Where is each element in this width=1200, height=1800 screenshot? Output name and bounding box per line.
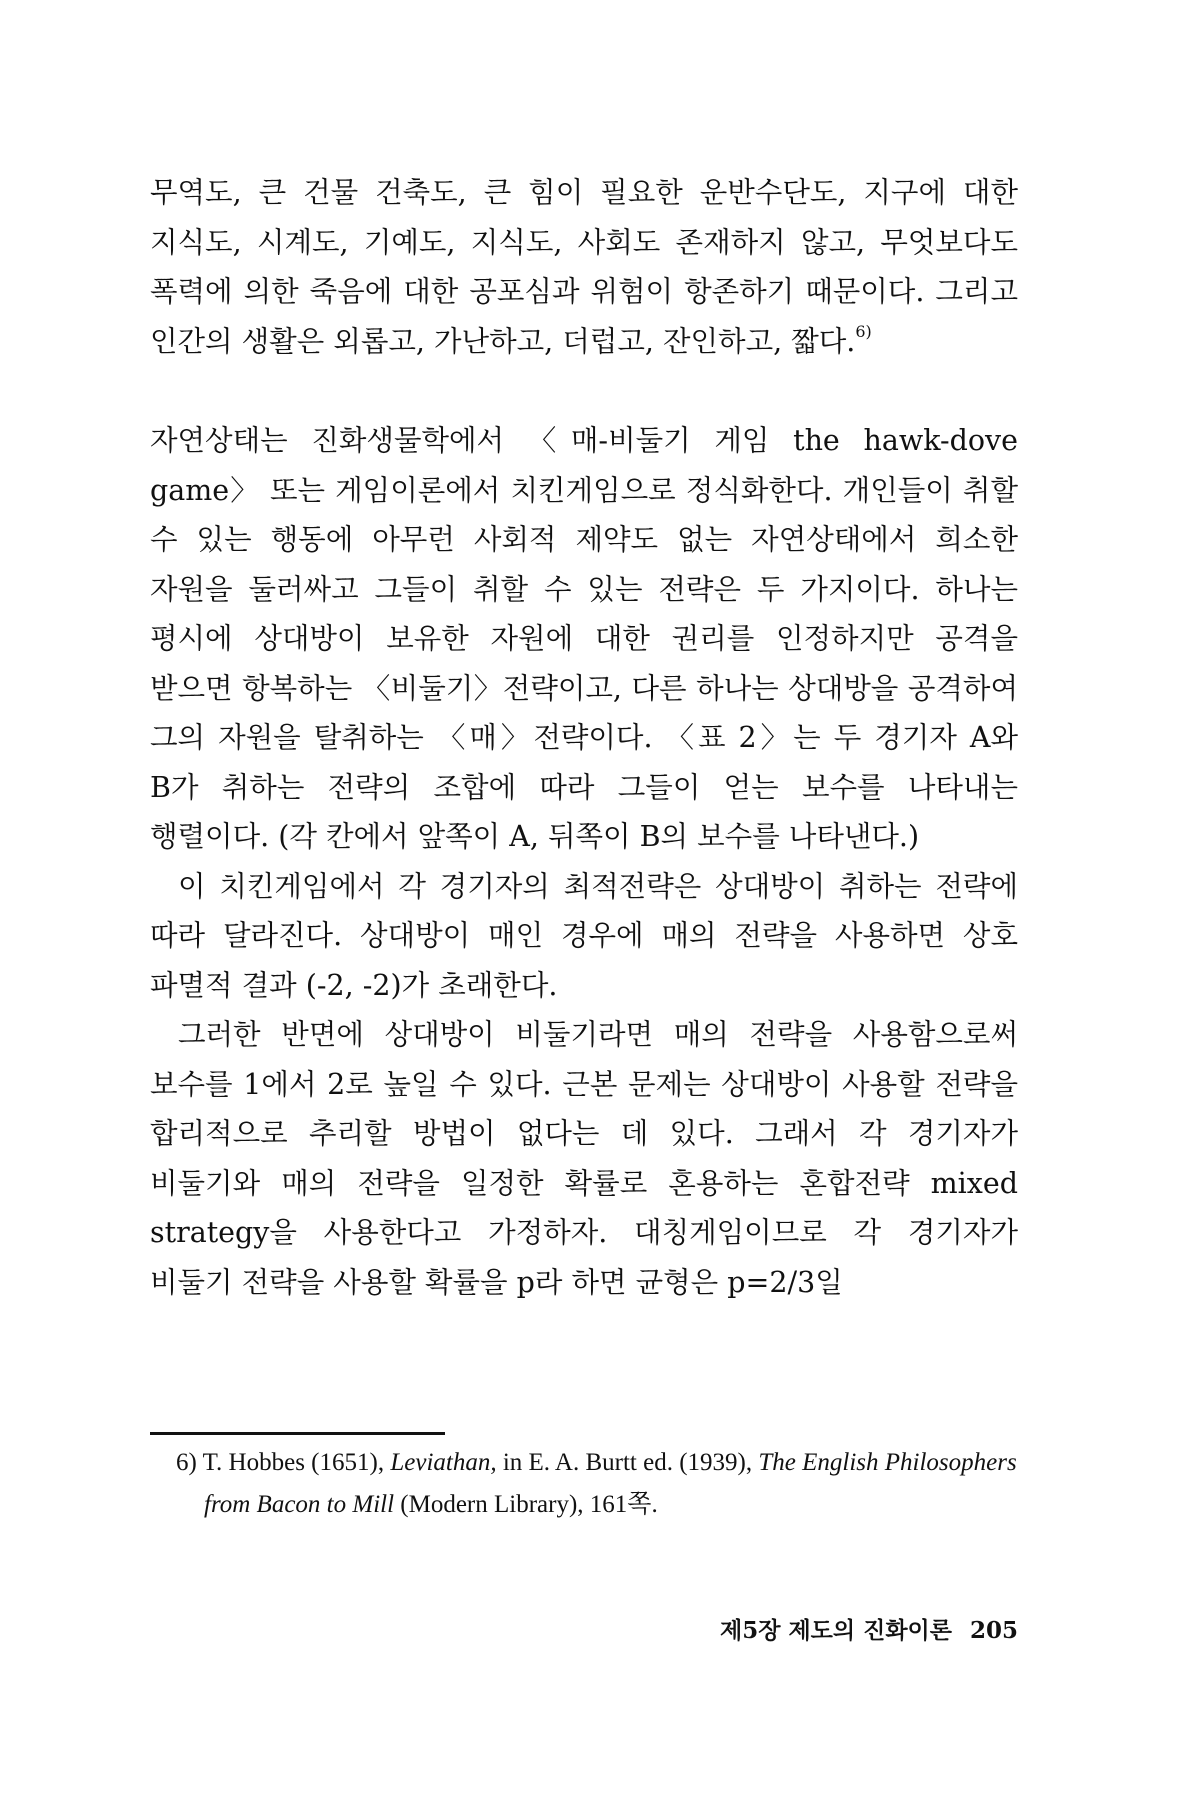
footnote-title-1: Leviathan, (390, 1449, 497, 1476)
paragraph-3: 그러한 반면에 상대방이 비둘기라면 매의 전략을 사용함으로써 보수를 1에서 2로 높일 수 있다. 근본 문제는 상대방이 사용할 전략을 합리적으로 추리할 방법이 없다는 데 있다. 그래서 각 경기자가 비둘기와 매의 전략을 일정한 확률로 혼용하는 혼합전략 mixed strategy을 사용한다고 가정하자. 대칭게임이므로 각 경기자가 비둘기 전략을 사용할 확률을 p라 하면 균형은 p=2/3일 (150, 1018, 1018, 1299)
chapter-title: 제5장 제도의 진화이론 (720, 1617, 952, 1644)
footnote-text-3: (Modern Library), 161쪽. (394, 1491, 658, 1518)
footnote-number: 6) (176, 1449, 197, 1476)
footnote-title-2: The English Philosophers from Bacon to Mill (204, 1449, 1017, 1518)
footnote-text-1: T. Hobbes (1651), (202, 1449, 391, 1476)
page-number: 205 (969, 1617, 1018, 1644)
footnote (150, 1442, 1018, 1526)
footnote-reference[interactable]: 6) (855, 321, 872, 341)
paragraph-1: 자연상태는 진화생물학에서 〈매-비둘기 게임 the hawk-dove game〉 또는 게임이론에서 치킨게임으로 정식화한다. 개인들이 취할 수 있는 행동에 아무런 사회적 제약도 없는 자연상태에서 희소한 자원을 둘러싸고 그들이 취할 수 있는 전략은 두 가지이다. 하나는 평시에 상대방이 보유한 자원에 대한 권리를 인정하지만 공격을 받으면 항복하는 〈비둘기〉전략이고, 다른 하나는 상대방을 공격하여 그의 자원을 탈취하는 〈매〉전략이다. 〈표 2〉는 두 경기자 A와 B가 취하는 전략의 조합에 따라 그들이 얻는 보수를 나타내는 행렬이다. (각 칸에서 앞쪽이 A, 뒤쪽이 B의 보수를 나타낸다.) (150, 424, 1018, 853)
footnote-divider (150, 1432, 445, 1435)
quoted-passage (150, 168, 1018, 366)
quoted-passage-text: 무역도, 큰 건물 건축도, 큰 힘이 필요한 운반수단도, 지구에 대한 지식도, 시계도, 기예도, 지식도, 사회도 존재하지 않고, 무엇보다도 폭력에 의한 죽음에 대한 공포심과 위험이 항존하기 때문이다. 그리고 인간의 생활은 외롭고, 가난하고, 더럽고, 잔인하고, 짧다. (150, 176, 1018, 358)
footnote-text-2: in E. A. Burtt ed. (1939), (496, 1449, 759, 1476)
main-text (150, 168, 1018, 1307)
paragraph-2: 이 치킨게임에서 각 경기자의 최적전략은 상대방이 취하는 전략에 따라 달라진다. 상대방이 매인 경우에 매의 전략을 사용하면 상호 파멸적 결과 (-2, -2)가 초래한다. (150, 869, 1018, 1002)
running-footer (720, 1612, 1018, 1645)
